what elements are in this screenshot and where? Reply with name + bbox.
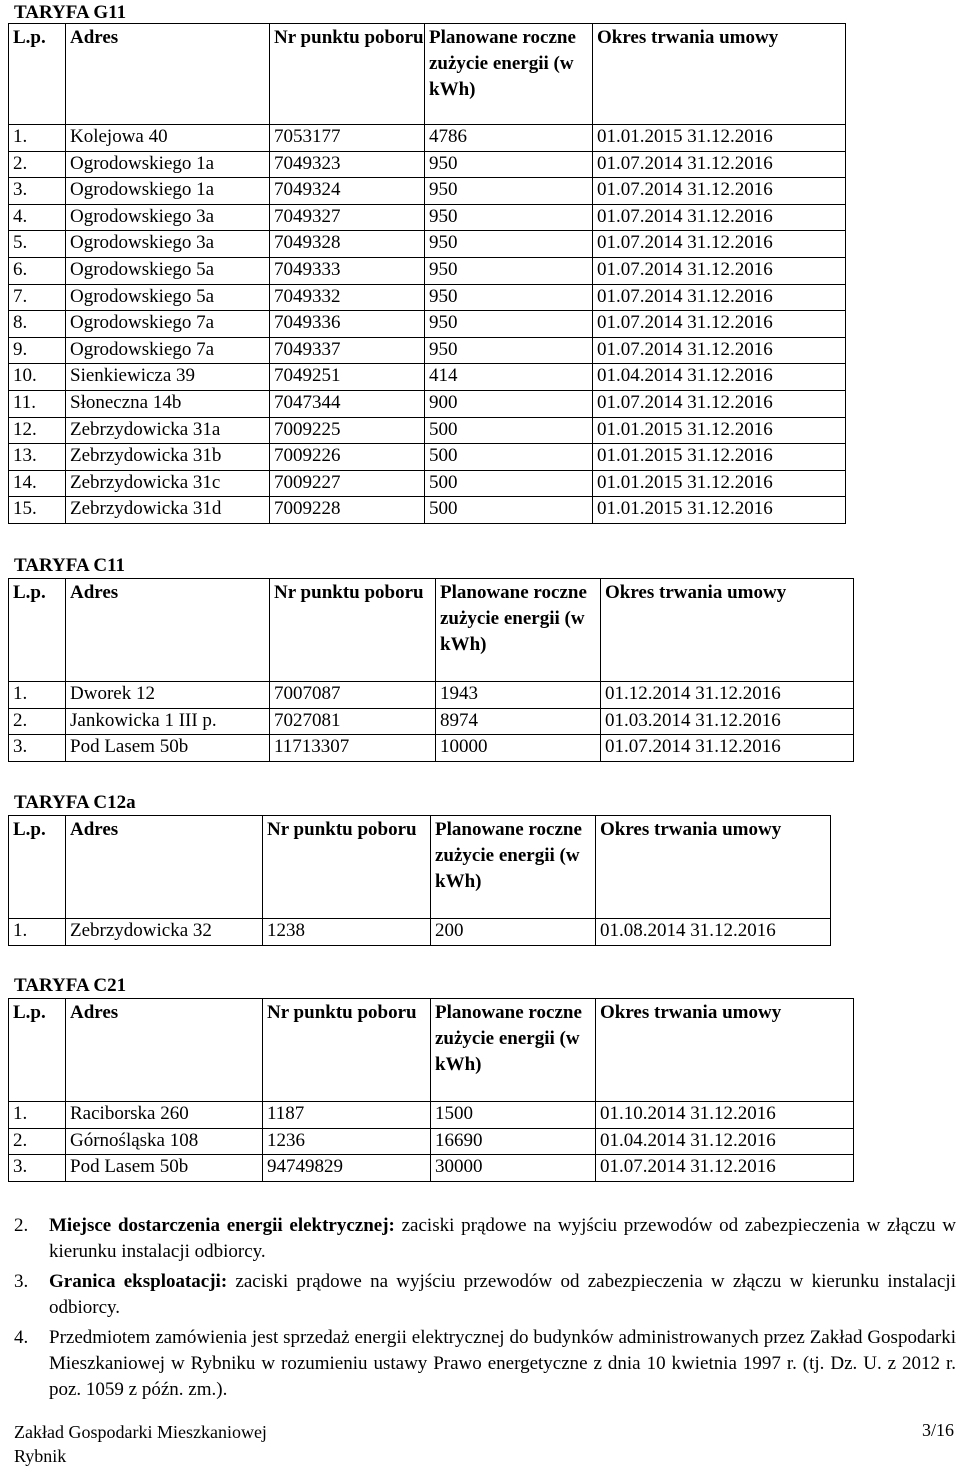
cell-nr-punktu: 7049332 <box>270 284 425 311</box>
cell-nr-punktu: 11713307 <box>270 735 436 762</box>
clause-text: Przedmiotem zamówienia jest sprzedaż energii elektrycznej do budynków administrowanych przez Zakład Gospodarki Mieszkaniowej w Rybniku w rozumieniu ustawy Prawo energetyczne z dnia 10 kwietnia 1997 r. (tj. Dz. U. z 2012 r. poz. 1059 z późn. zm.). <box>49 1327 956 1401</box>
table-row <box>9 204 846 231</box>
cell-planowane: 950 <box>425 311 593 338</box>
clause-operation-boundary <box>14 1269 956 1321</box>
cell-lp: 11. <box>9 390 66 417</box>
col-header-nr-punktu: Nr punktu poboru <box>263 816 431 919</box>
cell-adres: Kolejowa 40 <box>66 125 270 152</box>
clause-bold: Miejsce dostarczenia energii elektrycznej: <box>49 1215 395 1236</box>
cell-lp: 4. <box>9 204 66 231</box>
cell-okres: 01.07.2014 31.12.2016 <box>593 257 846 284</box>
table-row <box>9 257 846 284</box>
table-row <box>9 919 831 946</box>
cell-okres: 01.01.2015 31.12.2016 <box>593 125 846 152</box>
cell-okres: 01.07.2014 31.12.2016 <box>596 1155 854 1182</box>
cell-okres: 01.04.2014 31.12.2016 <box>593 364 846 391</box>
cell-planowane: 950 <box>425 257 593 284</box>
col-header-lp: L.p. <box>9 579 66 682</box>
cell-lp: 15. <box>9 497 66 524</box>
cell-planowane: 950 <box>425 231 593 258</box>
cell-nr-punktu: 7049333 <box>270 257 425 284</box>
tariff-table-c12a <box>8 815 831 946</box>
cell-okres: 01.12.2014 31.12.2016 <box>601 682 854 709</box>
col-header-adres: Adres <box>66 999 263 1102</box>
cell-nr-punktu: 7049328 <box>270 231 425 258</box>
cell-planowane: 500 <box>425 444 593 471</box>
cell-adres: Sienkiewicza 39 <box>66 364 270 391</box>
cell-nr-punktu: 7009228 <box>270 497 425 524</box>
cell-nr-punktu: 1238 <box>263 919 431 946</box>
tariff-title-c21: TARYFA C21 <box>14 975 127 996</box>
table-row <box>9 364 846 391</box>
cell-okres: 01.03.2014 31.12.2016 <box>601 708 854 735</box>
cell-adres: Ogrodowskiego 3a <box>66 231 270 258</box>
cell-okres: 01.07.2014 31.12.2016 <box>601 735 854 762</box>
tariff-title-c11: TARYFA C11 <box>14 555 126 576</box>
cell-okres: 01.01.2015 31.12.2016 <box>593 470 846 497</box>
cell-planowane: 1943 <box>436 682 601 709</box>
cell-adres: Ogrodowskiego 7a <box>66 337 270 364</box>
cell-planowane: 950 <box>425 337 593 364</box>
cell-adres: Zebrzydowicka 32 <box>66 919 263 946</box>
cell-nr-punktu: 7009227 <box>270 470 425 497</box>
cell-okres: 01.07.2014 31.12.2016 <box>593 311 846 338</box>
table-row <box>9 125 846 152</box>
cell-lp: 3. <box>9 735 66 762</box>
cell-okres: 01.04.2014 31.12.2016 <box>596 1128 854 1155</box>
cell-nr-punktu: 7049251 <box>270 364 425 391</box>
tariff-table-c21 <box>8 998 854 1182</box>
cell-planowane: 900 <box>425 390 593 417</box>
col-header-planowane: Planowane roczne zużycie energii (w kWh) <box>431 816 596 919</box>
cell-planowane: 200 <box>431 919 596 946</box>
table-row <box>9 497 846 524</box>
cell-lp: 10. <box>9 364 66 391</box>
cell-planowane: 950 <box>425 178 593 205</box>
cell-planowane: 10000 <box>436 735 601 762</box>
cell-nr-punktu: 7009225 <box>270 417 425 444</box>
page-number: 3/16 <box>921 1420 954 1440</box>
cell-adres: Zebrzydowicka 31c <box>66 470 270 497</box>
cell-nr-punktu: 7049337 <box>270 337 425 364</box>
col-header-planowane: Planowane roczne zużycie energii (w kWh) <box>425 24 593 125</box>
cell-adres: Ogrodowskiego 5a <box>66 284 270 311</box>
table-row <box>9 284 846 311</box>
cell-lp: 3. <box>9 1155 66 1182</box>
cell-adres: Słoneczna 14b <box>66 390 270 417</box>
cell-okres: 01.08.2014 31.12.2016 <box>596 919 831 946</box>
table-row <box>9 231 846 258</box>
cell-planowane: 1500 <box>431 1102 596 1129</box>
clause-number: 4. <box>14 1327 29 1348</box>
cell-adres: Zebrzydowicka 31d <box>66 497 270 524</box>
tariff-table-c11 <box>8 578 854 762</box>
cell-planowane: 950 <box>425 204 593 231</box>
cell-okres: 01.07.2014 31.12.2016 <box>593 284 846 311</box>
cell-lp: 2. <box>9 151 66 178</box>
footer-organization <box>14 1420 267 1469</box>
cell-lp: 1. <box>9 919 66 946</box>
col-header-planowane: Planowane roczne zużycie energii (w kWh) <box>431 999 596 1102</box>
cell-planowane: 4786 <box>425 125 593 152</box>
table-row <box>9 311 846 338</box>
cell-adres: Ogrodowskiego 1a <box>66 178 270 205</box>
cell-okres: 01.07.2014 31.12.2016 <box>593 151 846 178</box>
cell-nr-punktu: 7049324 <box>270 178 425 205</box>
cell-adres: Ogrodowskiego 5a <box>66 257 270 284</box>
cell-lp: 1. <box>9 682 66 709</box>
cell-planowane: 500 <box>425 417 593 444</box>
cell-nr-punktu: 7027081 <box>270 708 436 735</box>
tariff-table-g11 <box>8 23 846 524</box>
col-header-okres: Okres trwania umowy <box>601 579 854 682</box>
col-header-okres: Okres trwania umowy <box>596 816 831 919</box>
cell-planowane: 16690 <box>431 1128 596 1155</box>
cell-lp: 12. <box>9 417 66 444</box>
clause-number: 2. <box>14 1215 29 1236</box>
col-header-lp: L.p. <box>9 816 66 919</box>
clause-number: 3. <box>14 1271 29 1292</box>
cell-nr-punktu: 7049323 <box>270 151 425 178</box>
cell-adres: Jankowicka 1 III p. <box>66 708 270 735</box>
col-header-adres: Adres <box>66 24 270 125</box>
col-header-lp: L.p. <box>9 999 66 1102</box>
tariff-title-c12a: TARYFA C12a <box>14 792 136 813</box>
cell-nr-punktu: 7049336 <box>270 311 425 338</box>
table-row <box>9 151 846 178</box>
cell-lp: 8. <box>9 311 66 338</box>
cell-adres: Ogrodowskiego 3a <box>66 204 270 231</box>
col-header-okres: Okres trwania umowy <box>593 24 846 125</box>
cell-lp: 6. <box>9 257 66 284</box>
col-header-okres: Okres trwania umowy <box>596 999 854 1102</box>
cell-planowane: 500 <box>425 470 593 497</box>
table-row <box>9 708 854 735</box>
cell-adres: Ogrodowskiego 1a <box>66 151 270 178</box>
table-row <box>9 1128 854 1155</box>
cell-okres: 01.01.2015 31.12.2016 <box>593 444 846 471</box>
cell-nr-punktu: 7053177 <box>270 125 425 152</box>
cell-nr-punktu: 7009226 <box>270 444 425 471</box>
cell-lp: 9. <box>9 337 66 364</box>
clause-bold: Granica eksploatacji: <box>49 1271 228 1292</box>
cell-adres: Raciborska 260 <box>66 1102 263 1129</box>
cell-okres: 01.07.2014 31.12.2016 <box>593 231 846 258</box>
cell-adres: Ogrodowskiego 7a <box>66 311 270 338</box>
col-header-nr-punktu: Nr punktu poboru <box>270 579 436 682</box>
cell-okres: 01.07.2014 31.12.2016 <box>593 204 846 231</box>
cell-planowane: 500 <box>425 497 593 524</box>
col-header-nr-punktu: Nr punktu poboru <box>263 999 431 1102</box>
table-row <box>9 417 846 444</box>
clause-text: zaciski prądowe na wyjściu przewodów od zabezpieczenia w złączu w kierunku instalacji odbiorcy. <box>49 1215 957 1263</box>
table-row <box>9 735 854 762</box>
cell-adres: Górnośląska 108 <box>66 1128 263 1155</box>
table-row <box>9 1155 854 1182</box>
cell-nr-punktu: 94749829 <box>263 1155 431 1182</box>
cell-adres: Zebrzydowicka 31a <box>66 417 270 444</box>
col-header-planowane: Planowane roczne zużycie energii (w kWh) <box>436 579 601 682</box>
col-header-adres: Adres <box>66 816 263 919</box>
cell-lp: 3. <box>9 178 66 205</box>
cell-lp: 5. <box>9 231 66 258</box>
cell-lp: 2. <box>9 708 66 735</box>
cell-lp: 1. <box>9 125 66 152</box>
cell-okres: 01.07.2014 31.12.2016 <box>593 337 846 364</box>
clause-order-subject <box>14 1325 956 1404</box>
table-row <box>9 444 846 471</box>
cell-planowane: 30000 <box>431 1155 596 1182</box>
cell-adres: Pod Lasem 50b <box>66 1155 263 1182</box>
cell-nr-punktu: 7007087 <box>270 682 436 709</box>
cell-lp: 7. <box>9 284 66 311</box>
col-header-adres: Adres <box>66 579 270 682</box>
tariff-title-g11: TARYFA G11 <box>14 2 127 23</box>
col-header-nr-punktu: Nr punktu poboru <box>270 24 425 125</box>
clause-text: zaciski prądowe na wyjściu przewodów od zabezpieczenia w złączu w kierunku instalacji odbiorcy. <box>49 1271 956 1319</box>
clause-delivery-point <box>14 1213 956 1265</box>
cell-adres: Dworek 12 <box>66 682 270 709</box>
cell-okres: 01.01.2015 31.12.2016 <box>593 417 846 444</box>
table-row <box>9 1102 854 1129</box>
cell-nr-punktu: 1236 <box>263 1128 431 1155</box>
cell-adres: Zebrzydowicka 31b <box>66 444 270 471</box>
cell-planowane: 950 <box>425 284 593 311</box>
cell-okres: 01.07.2014 31.12.2016 <box>593 178 846 205</box>
cell-okres: 01.10.2014 31.12.2016 <box>596 1102 854 1129</box>
table-row <box>9 178 846 205</box>
cell-nr-punktu: 1187 <box>263 1102 431 1129</box>
footer-org-line2: Rybnik <box>14 1446 67 1467</box>
cell-planowane: 950 <box>425 151 593 178</box>
cell-planowane: 414 <box>425 364 593 391</box>
cell-lp: 14. <box>9 470 66 497</box>
table-row <box>9 337 846 364</box>
table-row <box>9 390 846 417</box>
cell-lp: 1. <box>9 1102 66 1129</box>
cell-okres: 01.01.2015 31.12.2016 <box>593 497 846 524</box>
table-row <box>9 682 854 709</box>
cell-planowane: 8974 <box>436 708 601 735</box>
cell-lp: 2. <box>9 1128 66 1155</box>
footer-org-line1: Zakład Gospodarki Mieszkaniowej <box>14 1422 267 1442</box>
cell-adres: Pod Lasem 50b <box>66 735 270 762</box>
cell-nr-punktu: 7049327 <box>270 204 425 231</box>
cell-lp: 13. <box>9 444 66 471</box>
col-header-lp: L.p. <box>9 24 66 125</box>
table-row <box>9 470 846 497</box>
cell-nr-punktu: 7047344 <box>270 390 425 417</box>
cell-okres: 01.07.2014 31.12.2016 <box>593 390 846 417</box>
